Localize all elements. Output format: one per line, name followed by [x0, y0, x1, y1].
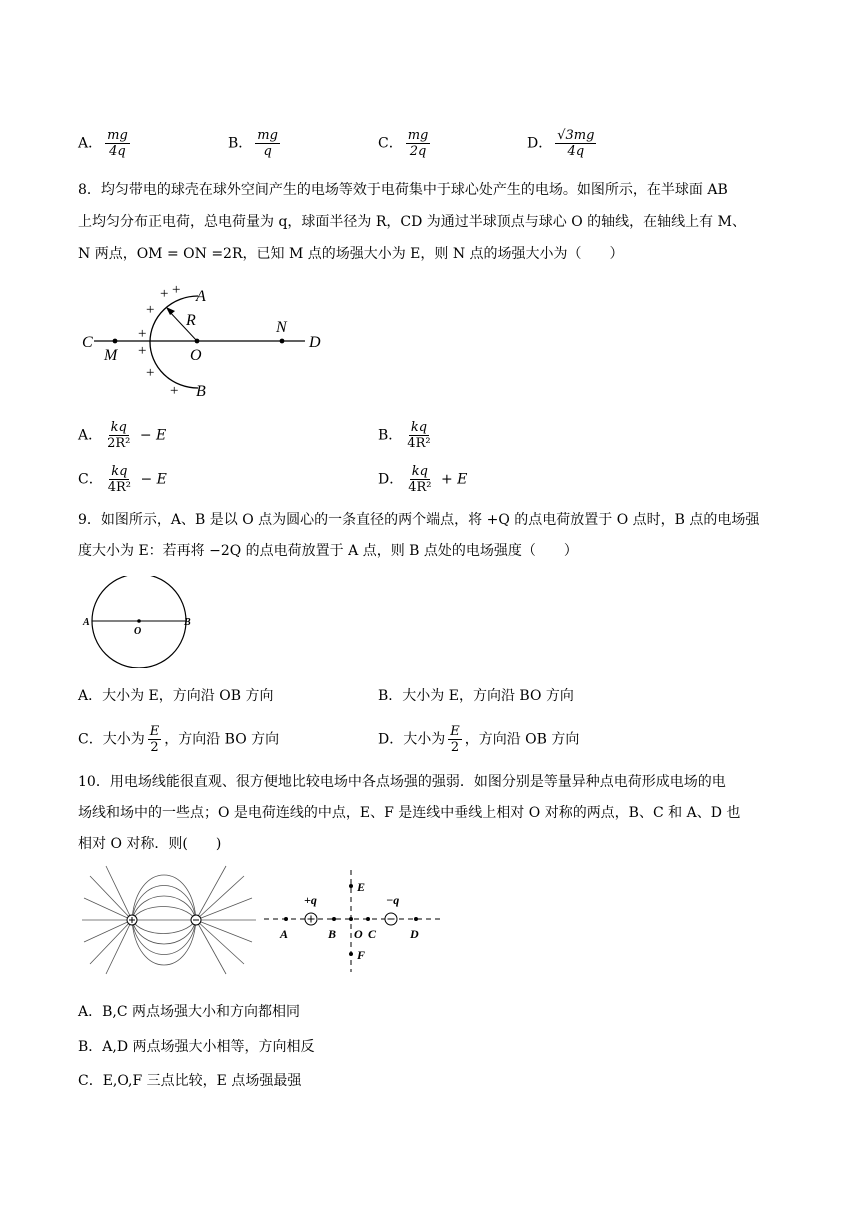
point-b	[332, 917, 336, 921]
plus-sign: +	[160, 286, 169, 302]
label-d: D	[410, 927, 419, 941]
label-a: A	[83, 617, 90, 628]
q9-option-b[interactable]: B．大小为 E，方向沿 BO 方向	[378, 688, 574, 704]
fraction: $\frac{kq}{\text{4R²}}$	[408, 464, 432, 495]
label-plus-q: +q	[304, 893, 317, 907]
label-a: A	[280, 927, 289, 941]
plus-sign: +	[138, 343, 147, 359]
q7-option-a[interactable]: A． $\frac{mg}{4q}$	[78, 128, 128, 159]
label-o: O	[134, 626, 142, 637]
point-e	[349, 884, 353, 888]
label-c: C	[368, 927, 377, 941]
label-n: N	[276, 319, 287, 336]
center-point	[137, 619, 141, 623]
point-a	[284, 917, 288, 921]
q10-option-b[interactable]: B．A,D 两点场强大小相等，方向相反	[78, 1039, 315, 1055]
q10-points-figure	[262, 868, 442, 976]
q9-option-d[interactable]: D．大小为 $\frac{E}{2}$ ，方向沿 OB 方向	[378, 724, 580, 755]
plus-sign: +	[146, 365, 155, 381]
fraction: $\frac{kq}{\text{4R²}}$	[107, 464, 131, 495]
q10-option-c[interactable]: C．E,O,F 三点比较，E 点场强最强	[78, 1073, 302, 1089]
q8-option-b[interactable]: B． $\frac{kq}{\text{4R²}}$	[378, 420, 431, 451]
q7-option-b[interactable]: B． $\frac{mg}{q}$	[228, 128, 278, 159]
q8-stem-line-2: 上均匀分布正电荷，总电荷量为 q，球面半径为 R，CD 为通过半球顶点与球心 O 的轴线，在轴线上有 M、	[78, 214, 746, 230]
label-minus-q: −q	[386, 893, 400, 907]
q8-hemisphere-figure	[80, 284, 330, 402]
point-n	[280, 339, 285, 344]
q10-option-a[interactable]: A．B,C 两点场强大小和方向都相同	[78, 1004, 301, 1020]
hemisphere-arc	[150, 296, 198, 388]
label-d: D	[309, 334, 321, 351]
label-a: A	[196, 288, 206, 305]
label-f: F	[357, 948, 366, 962]
q8-option-c[interactable]: C． $\frac{kq}{\text{4R²}}$ − E	[78, 464, 167, 495]
q9-stem-line-2: 度大小为 E：若再将 −2Q 的点电荷放置于 A 点，则 B 点处的电场强度（ ）	[78, 543, 578, 559]
q8-stem-line-1: 8．均匀带电的球壳在球外空间产生的电场等效于电荷集中于球心处产生的电场。如图所示，在半球面 AB	[78, 182, 728, 198]
label-b: B	[328, 927, 337, 941]
label-b: B	[196, 383, 206, 400]
plus-sign: +	[138, 326, 147, 342]
q9-circle-figure	[80, 576, 200, 668]
q7-option-d[interactable]: D． $\frac{√3mg}{4q}$	[527, 128, 595, 159]
point-d	[414, 917, 418, 921]
q8-stem-line-3: N 两点，OM = ON =2R，已知 M 点的场强大小为 E，则 N 点的场强大小为（ ）	[78, 246, 624, 262]
label-r: R	[186, 312, 196, 329]
plus-sign: +	[146, 302, 155, 318]
label-o: O	[354, 927, 363, 941]
q9-stem-line-1: 9．如图所示，A、B 是以 O 点为圆心的一条直径的两个端点，将 +Q 的点电荷放置于 O 点时，B 点的电场强	[78, 512, 760, 528]
q9-option-a[interactable]: A．大小为 E，方向沿 OB 方向	[78, 688, 274, 704]
fraction: $\frac{E}{2}$	[149, 724, 160, 755]
q10-stem-line-3: 相对 O 对称．则( )	[78, 836, 222, 852]
fraction: $\frac{kq}{\text{4R²}}$	[407, 420, 431, 451]
point-f	[349, 952, 353, 956]
radius-arrowhead	[166, 307, 175, 315]
point-c	[366, 917, 370, 921]
fraction: $\frac{kq}{\text{2R²}}$	[107, 420, 131, 451]
q8-option-a[interactable]: A． $\frac{kq}{\text{2R²}}$ − E	[78, 420, 167, 451]
label-o: O	[190, 347, 202, 364]
q10-stem-line-2: 场线和场中的一些点；O 是电荷连线的中点，E、F 是连线中垂线上相对 O 对称的两点，B、C 和 A、D 也	[78, 805, 741, 821]
fraction: $\frac{mg}{2q}$	[407, 128, 429, 159]
plus-sign: +	[172, 284, 181, 298]
fraction: $\frac{√3mg}{4q}$	[557, 128, 595, 159]
label-m: M	[104, 347, 118, 364]
q7-option-c[interactable]: C． $\frac{mg}{2q}$	[378, 128, 429, 159]
plus-sign: +	[170, 383, 179, 399]
q10-field-lines-figure	[80, 862, 260, 980]
point-o	[195, 339, 200, 344]
field-lines	[82, 866, 256, 974]
q9-option-c[interactable]: C．大小为 $\frac{E}{2}$ ，方向沿 BO 方向	[78, 724, 280, 755]
q8-option-d[interactable]: D． $\frac{kq}{\text{4R²}}$ + E	[378, 464, 468, 495]
label-e: E	[357, 880, 366, 894]
point-o	[349, 917, 353, 921]
q10-stem-line-1: 10．用电场线能很直观、很方便地比较电场中各点场强的强弱．如图分别是等量异种点电荷形成电场的电	[78, 774, 726, 790]
point-m	[113, 339, 118, 344]
label-c: C	[82, 334, 93, 351]
fraction: $\frac{mg}{4q}$	[107, 128, 128, 159]
label-b: B	[184, 617, 191, 628]
fraction: $\frac{mg}{q}$	[257, 128, 278, 159]
fraction: $\frac{E}{2}$	[450, 724, 460, 755]
